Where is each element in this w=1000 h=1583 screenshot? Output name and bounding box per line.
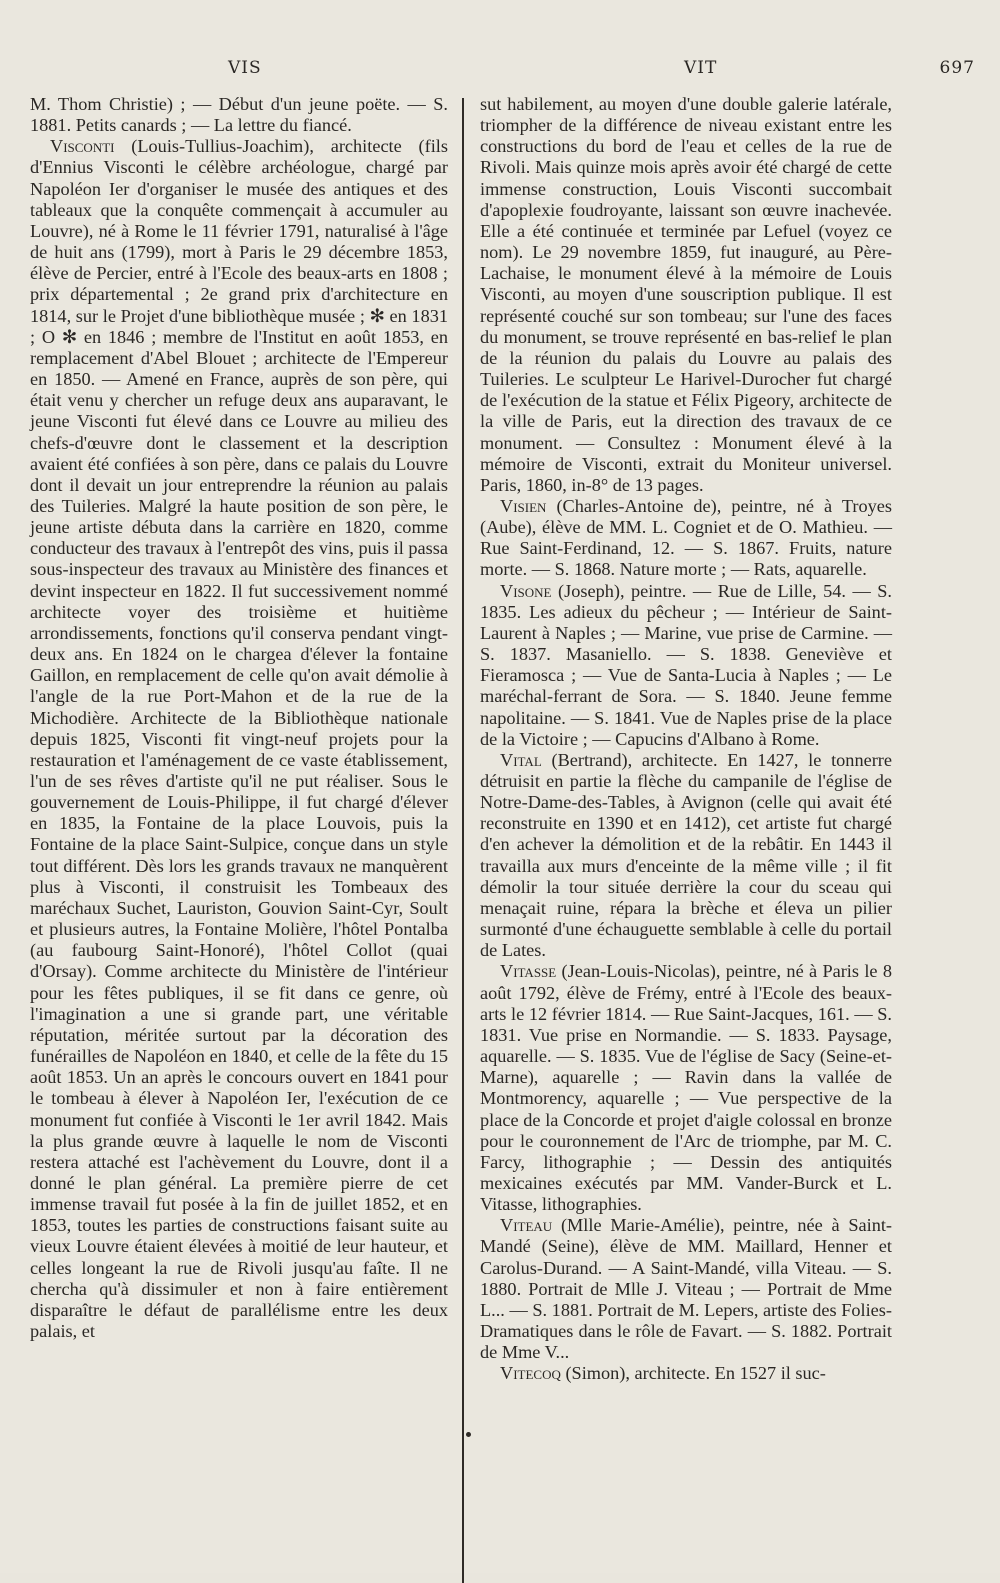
- entry-text: (Joseph), peintre. — Rue de Lille, 54. — S. 1835. Les adieux du pêcheur ; — Intérieur de Saint-Laurent à Naples ; — Marine, vue prise de Carmine. — S. 1837. Masaniello. — S. 1838. Geneviève et Fieramosca ; — Vue de Santa-Lucia à Naples ; — Le maréchal-ferrant de Sora. — S. 1840. Jeune femme napolitaine. — S. 1841. Vue de Naples prise de la place de la Victoire ; — Capucins d'Albano à Rome.: [480, 580, 892, 749]
- entry-text: (Bertrand), architecte. En 1427, le tonnerre détruisit en partie la flèche du campanile de l'église de Notre-Dame-des-Tables, à Avignon (celle qui avait été reconstruite en 1390 et en 1412), cet artiste fut chargé d'en achever la démolition et de la rebâtir. En 1443 il travailla aux murs d'enceinte de la même ville ; il fit démolir la tour située derrière la cour du sceau qui menaçait ruine, répara la brèche et éleva un pilier surmonté d'une échauguette semblable à celle du portail de Lates.: [480, 749, 892, 961]
- entry-continuation: [30, 94, 448, 136]
- entry-text: (Simon), architecte. En 1527 il suc-: [560, 1363, 826, 1384]
- entry-visone: [480, 581, 892, 750]
- entry-headword: Visone: [500, 580, 552, 601]
- right-column: [480, 94, 892, 1385]
- entry-text: M. Thom Christie) ; — Début d'un jeune poëte. — S. 1881. Petits canards ; — La lettre du fiancé.: [30, 94, 448, 136]
- entry-text: (Louis-Tullius-Joachim), architecte (fils d'Ennius Visconti le célèbre archéologue, chargé par Napoléon Ier d'organiser le musée des antiques et des tableaux que la conquête commençait à accumuler au Louvre), né à Rome le 11 février 1791, naturalisé à l'âge de huit ans (1799), mort à Paris le 29 décembre 1853, élève de Percier, entré à l'Ecole des beaux-arts en 1808 ; prix départemental ; 2e grand prix d'architecture en 1814, sur le Projet d'une bibliothèque musée ; ✻ en 1831 ; O ✻ en 1846 ; membre de l'Institut en août 1853, en remplacement d'Abel Blouet ; architecte de l'Empereur en 1850. — Amené en France, auprès de son père, qui était venu y chercher un refuge deux ans auparavant, le jeune Visconti fut élevé dans ce Louvre au milieu des chefs-d'œuvre dont le classement et la description avaient été confiées à son père, dans ce palais du Louvre dont il devait un jour entreprendre la réunion au palais des Tuileries. Malgré la haute position de son père, le jeune artiste débuta dans la carrière en 1820, comme conducteur des travaux à l'entrepôt des vins, puis il passa sous-inspecteur des travaux au Ministère des finances et devint inspecteur en 1822. Il fut successivement nommé architecte voyer des troisième et huitième arrondissements, fonctions qu'il conserva pendant vingt-deux ans. En 1824 on le chargea d'élever la fontaine Gaillon, en remplacement de celle qu'on avait démolie à l'angle de la rue Port-Mahon et de la rue de la Michodière. Architecte de la Bibliothèque nationale depuis 1825, Visconti fit vingt-neuf projets pour la restauration et l'aménagement de ce vaste établissement, l'un de ses rêves d'artiste qu'il ne put réaliser. Sous le gouvernement de Louis-Philippe, il fut chargé d'élever en 1835, la Fontaine de la place Louvois, puis la Fontaine de la place Saint-Sulpice, conçue dans un style tout différent. Dès lors les grands travaux ne manquèrent plus à Visconti, il construisit les Tombeaux des maréchaux Suchet, Lauriston, Gouvion Saint-Cyr, Soult et plusieurs autres, la Fontaine Molière, l'hôtel Pontalba (au faubourg Saint-Honoré), l'hôtel Collot (quai d'Orsay). Comme architecte du Ministère de l'intérieur pour les fêtes publiques, il se fit dans ce genre, où l'imagination a une si grande part, une véritable réputation, méritée surtout par la décoration des funérailles de Napoléon en 1840, et celle de la fête du 15 août 1853. Un an après le concours ouvert en 1841 pour le tombeau à élever à Napoléon Ier, l'exécution de ce monument fut confiée à Visconti le 1er avril 1842. Mais la plus grande œuvre à laquelle le nom de Visconti restera attaché est l'achèvement du Louvre, dont il a donné le plan général. La première pierre de cet immense travail fut posée à la fin de juillet 1852, et en 1853, toutes les parties de constructions faisant suite au vieux Louvre étaient élevées à moitié de leur hauteur, et celles longeant la rue de Rivoli jusqu'au faîte. Il ne chercha qu'à dissimuler et non à faire entièrement disparaître le défaut de parallélisme entre les deux palais, et: [30, 136, 448, 1342]
- entry-headword: Visien: [500, 495, 547, 516]
- header-left-word: VIS: [228, 58, 262, 78]
- entry-headword: Vital: [500, 749, 542, 770]
- entry-continuation: [480, 94, 892, 496]
- entry-vitecoq: [480, 1363, 892, 1384]
- entry-text: (Jean-Louis-Nicolas), peintre, né à Paris le 8 août 1792, élève de Frémy, entré à l'Ecole des beaux-arts le 12 février 1814. — Rue Saint-Jacques, 161. — S. 1831. Vue prise en Normandie. — S. 1833. Paysage, aquarelle. — S. 1835. Vue de l'église de Sacy (Seine-et-Marne), aquarelle ; — Ravin dans la vallée de Montmorency, aquarelle ; — Vue perspective de la place de la Concorde et projet d'aigle colossal en bronze pour le couronnement de l'Arc de triomphe, par M. C. Farcy, lithographie ; — Dessin des antiquités mexicaines exécutés par MM. Vander-Burck et L. Vitasse, lithographies.: [480, 961, 892, 1215]
- page-number: 697: [939, 58, 975, 78]
- column-divider: [462, 98, 464, 1583]
- entry-text: sut habilement, au moyen d'une double galerie latérale, triompher de la différence de niveau existant entre les constructions du bord de l'eau et celles de la rue de Rivoli. Mais quinze mois après avoir été chargé de cette immense construction, Louis Visconti succombait d'apoplexie foudroyante, laissant son œuvre inachevée. Elle a été continuée et terminée par Lefuel (voyez ce nom). Le 29 novembre 1859, fut inauguré, au Père-Lachaise, le monument élevé à la mémoire de Louis Visconti, au moyen d'une souscription publique. Il est représenté couché sur son tombeau; sur l'une des faces du monument, se trouve représenté en bas-relief le plan de la réunion du palais du Louvre au palais des Tuileries. Le sculpteur Le Harivel-Durocher fut chargé de l'exécution de la statue et Félix Pigeory, architecte de la ville de Paris, eut la direction des travaux de ce monument. — Consultez : Monument élevé à la mémoire de Visconti, extrait du Moniteur universel. Paris, 1860, in-8° de 13 pages.: [480, 94, 892, 495]
- margin-dot: [466, 1432, 471, 1437]
- entry-visien: [480, 496, 892, 581]
- entry-viteau: [480, 1215, 892, 1363]
- entry-vitasse: [480, 961, 892, 1215]
- running-header: [30, 58, 975, 84]
- entry-text: (Mlle Marie-Amélie), peintre, née à Saint-Mandé (Seine), élève de MM. Maillard, Henner et Carolus-Durand. — A Saint-Mandé, villa Viteau. — S. 1880. Portrait de Mlle J. Viteau ; — Portrait de Mme L... — S. 1881. Portrait de M. Lepers, artiste des Folies-Dramatiques dans le rôle de Favart. — S. 1882. Portrait de Mme V...: [480, 1215, 892, 1363]
- entry-visconti: [30, 136, 448, 1342]
- entry-headword: Viteau: [500, 1215, 553, 1236]
- header-center-word: VIT: [684, 58, 718, 78]
- left-column: [30, 94, 448, 1342]
- entry-text: (Charles-Antoine de), peintre, né à Troyes (Aube), élève de MM. L. Cogniet et de O. Mathieu. — Rue Saint-Ferdinand, 12. — S. 1867. Fruits, nature morte. — S. 1868. Nature morte ; — Rats, aquarelle.: [480, 495, 892, 580]
- entry-headword: Vitecoq: [500, 1363, 561, 1384]
- entry-vital: [480, 750, 892, 962]
- entry-headword: Visconti: [50, 136, 115, 157]
- entry-headword: Vitasse: [500, 961, 557, 982]
